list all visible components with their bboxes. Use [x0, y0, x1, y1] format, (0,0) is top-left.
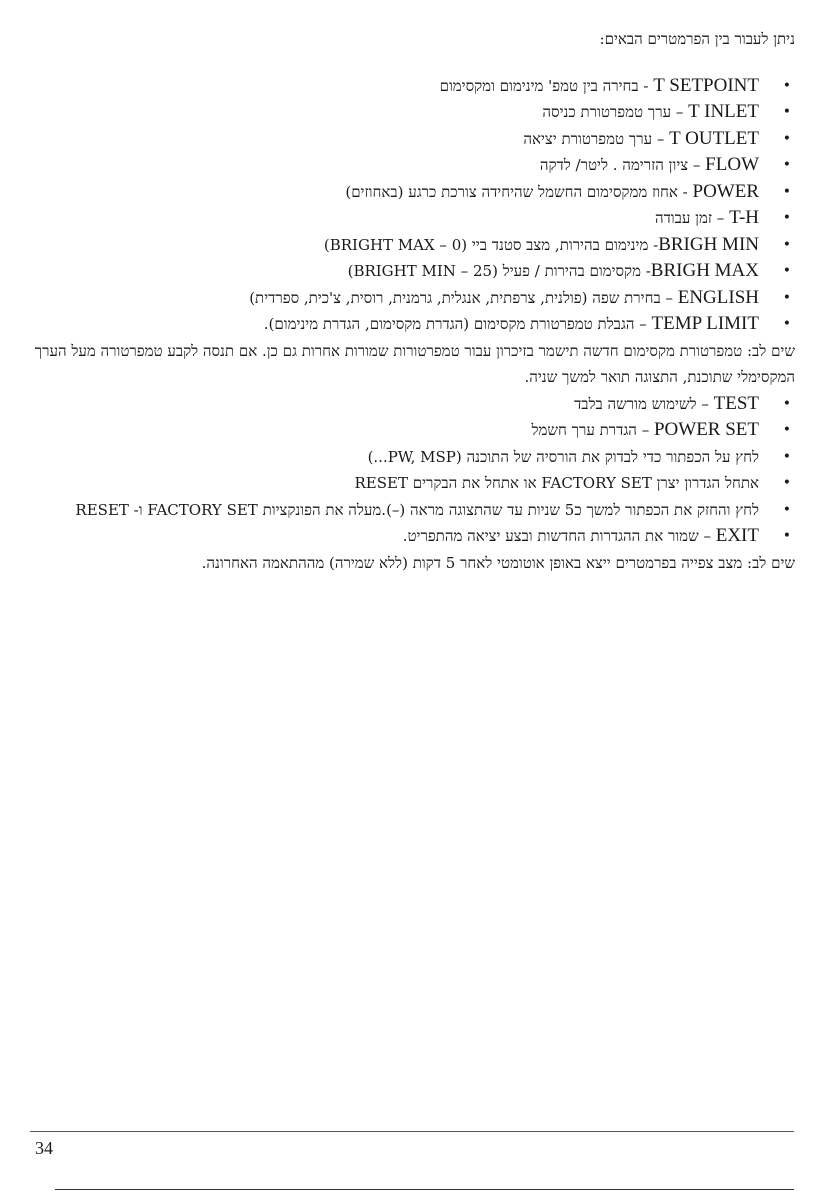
bullet: •	[782, 77, 791, 94]
param-code: T SETPOINT	[653, 74, 759, 96]
param-code: T-H	[729, 207, 759, 228]
list-item	[30, 179, 795, 206]
param-code: POWER	[692, 180, 759, 202]
list-item	[30, 311, 795, 338]
timeout-note: שים לב: מצב צפייה בפרמטרים ייצא באופן אוטומטי לאחר 5 דקות (ללא שמירה) מההתאמה האחרונה.	[201, 553, 795, 572]
param-description: - אחוז ממקסימום החשמל שהיחידה צורכת כרגע (באחוזים)	[345, 182, 693, 201]
param-description: – לשימוש מורשה בלבד	[574, 394, 714, 413]
list-item	[30, 258, 795, 285]
parameters-intro: ניתן לעבור בין הפרמטרים הבאים:	[599, 30, 795, 48]
list-item	[30, 391, 795, 418]
bullet: •	[782, 210, 791, 226]
list-item	[30, 99, 795, 126]
param-code: BRIGH MIN	[658, 233, 759, 255]
list-item	[30, 417, 795, 444]
param-description: - מקסימום בהירות / פעיל (BRIGHT MIN – 25)	[347, 262, 651, 280]
param-description: – שמור את ההגדרות החדשות ובצע יציאה מהתפריט.	[402, 527, 716, 545]
param-description: – בחירת שפה (פולנית, צרפתית, אנגלית, גרמנית, רוסית, צ'כית, ספרדית)	[249, 288, 678, 307]
page-number: 34	[35, 1138, 53, 1158]
list-item	[30, 152, 795, 179]
param-description: - מינימום בהירות, מצב סטנד ביי (BRIGHT MAX – 0)	[323, 235, 659, 254]
param-description: אתחל הגדרון יצרן FACTORY SET או אתחל את הבקרים RESET	[354, 474, 759, 492]
param-description: - בחירה בין טמפ' מינימום ומקסימום	[439, 76, 654, 95]
param-description: – ציון הזרימה . ליטר/ לדקה	[539, 156, 706, 174]
param-code: BRIGH MAX	[650, 260, 759, 281]
param-description: – ערך טמפרטורת כניסה	[542, 103, 689, 121]
param-description: לחץ והחזק את הכפתור למשך כ5 שניות עד שהתצוגה מראה (–).מעלה את הפונקציות FACTORY SET ו- RESET	[75, 500, 759, 519]
param-code: T OUTLET	[669, 127, 759, 149]
bullet: •	[782, 183, 791, 200]
bullet: •	[782, 501, 791, 518]
param-code: TEMP LIMIT	[651, 313, 759, 334]
parameter-list	[30, 73, 795, 338]
param-code: EXIT	[715, 525, 759, 546]
bullet: •	[782, 289, 791, 306]
param-description: – הגדרת ערך חשמל	[531, 421, 654, 439]
list-item	[30, 444, 795, 471]
param-description: – ערך טמפרטורת יציאה	[523, 129, 670, 148]
list-item	[30, 232, 795, 259]
bullet: •	[782, 130, 791, 147]
list-item	[30, 205, 795, 232]
bullet: •	[782, 422, 791, 438]
param-description: – זמן עבודה	[654, 209, 730, 227]
bullet: •	[782, 448, 791, 465]
bullet: •	[782, 316, 791, 332]
param-description: – הגבלת טמפרטורת מקסימום (הגדרת מקסימום, הגדרת מינימום).	[263, 315, 652, 333]
memory-note: שים לב: טמפרטורת מקסימום חדשה תישמר בזיכרון עבור טמפרטורות שמורות אחרות גם כן. אם תנסה לקבע טמפרטורה מעל הערך המקסימלי שתוכנת, התצוגה תואר למשך שניה.	[34, 341, 795, 386]
manual-page	[30, 26, 795, 576]
list-item	[30, 497, 795, 524]
bullet: •	[782, 236, 791, 253]
bullet: •	[782, 395, 791, 412]
list-item	[30, 470, 795, 497]
param-code: ENGLISH	[677, 286, 759, 308]
bottom-rule	[55, 1189, 794, 1190]
param-code: POWER SET	[653, 419, 759, 440]
bullet: •	[782, 263, 791, 279]
param-code: TEST	[713, 392, 759, 414]
param-code: T INLET	[688, 101, 759, 122]
parameter-list-continued	[30, 391, 795, 550]
param-code: FLOW	[705, 154, 759, 175]
list-item	[30, 523, 795, 550]
param-description: לחץ על הכפתור כדי לבדוק את הורסיה של התוכנה (PW, MSP...)	[367, 447, 759, 466]
bullet: •	[782, 528, 791, 544]
bullet: •	[782, 104, 791, 120]
list-item	[30, 73, 795, 100]
bullet: •	[782, 157, 791, 173]
bullet: •	[782, 475, 791, 491]
footer-divider	[30, 1131, 794, 1132]
list-item	[30, 285, 795, 312]
list-item	[30, 126, 795, 153]
